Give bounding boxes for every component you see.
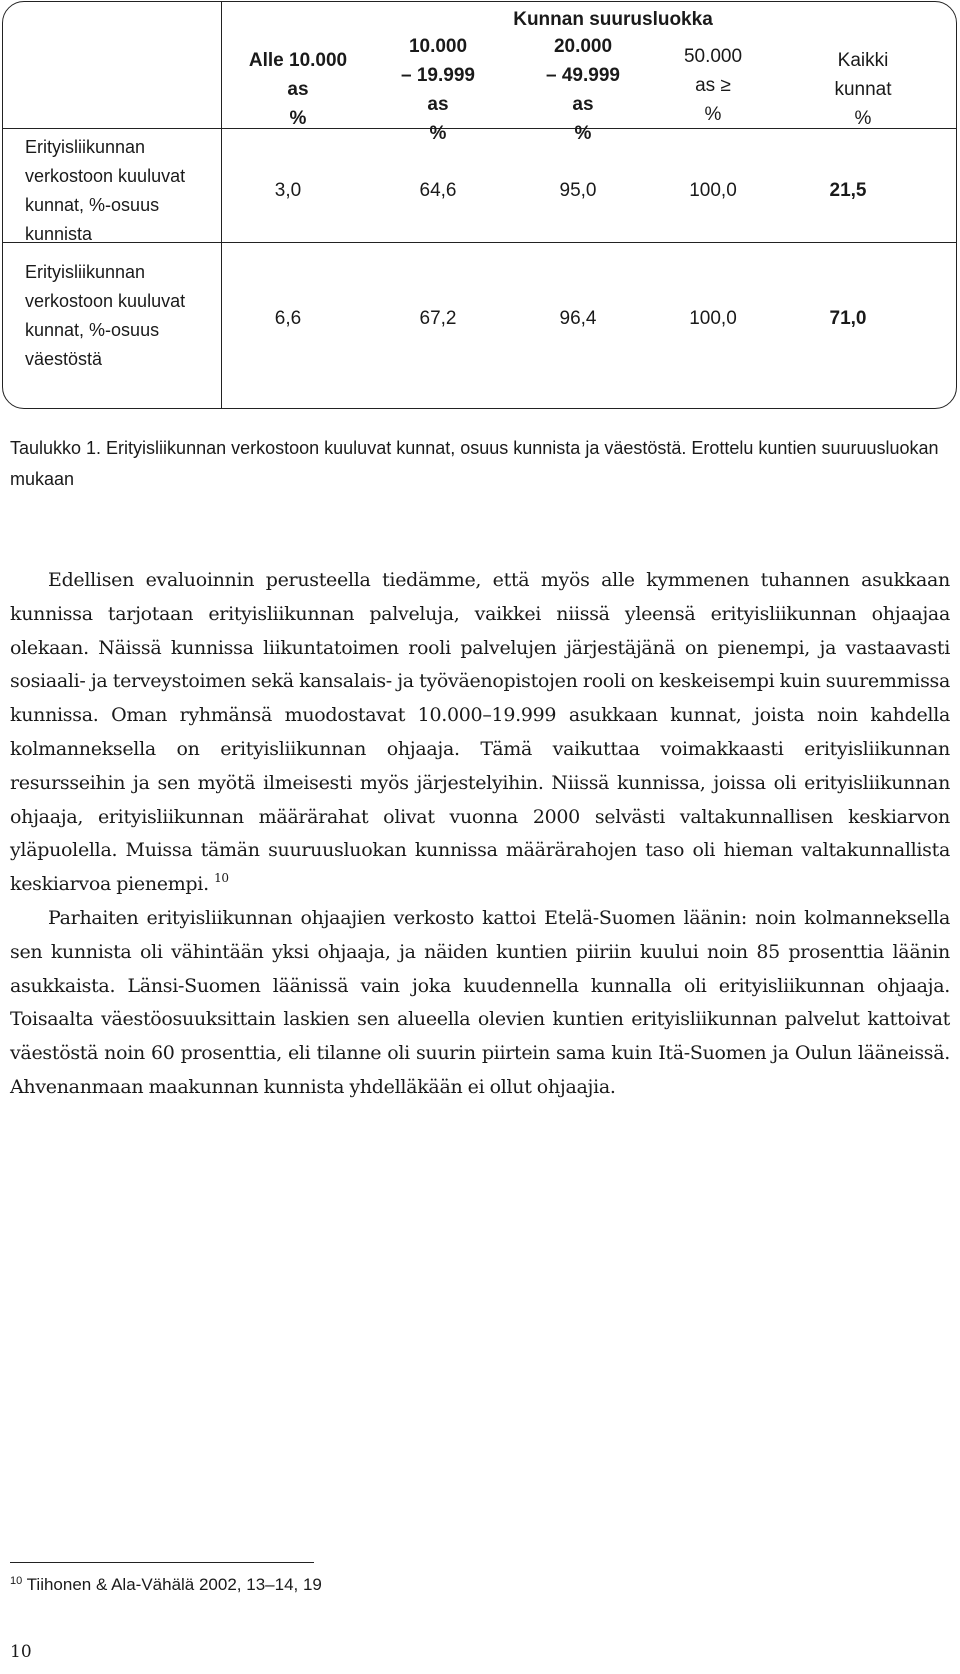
column-header: 10.000 – 19.999 as % bbox=[401, 36, 475, 144]
table-cell: 21,5 bbox=[829, 180, 867, 201]
table-cell: 95,0 bbox=[559, 180, 597, 201]
table-divider bbox=[221, 2, 222, 408]
footnote-reference: 10 bbox=[214, 871, 229, 886]
column-header: Kaikki kunnat % bbox=[834, 50, 892, 129]
body-paragraph bbox=[10, 564, 950, 902]
footnote-text: Tiihonen & Ala-Vähälä 2002, 13–14, 19 bbox=[22, 1575, 322, 1594]
body-paragraph bbox=[10, 902, 950, 1105]
table-cell: 71,0 bbox=[829, 308, 867, 329]
column-header: 50.000 as ≥ % bbox=[683, 46, 743, 125]
table-caption: Taulukko 1. Erityisliikunnan verkostoon kuuluvat kunnat, osuus kunnista ja väestöstä. Erottelu kuntien suuruusluokan mukaan bbox=[10, 438, 939, 489]
footnote-rule bbox=[10, 1562, 314, 1563]
table-cell: 6,6 bbox=[274, 308, 302, 329]
paragraph-text: Parhaiten erityisliikunnan ohjaajien verkosto kattoi Etelä-Suomen läänin: noin kolmanneksella sen kunnista oli vähintään yksi ohjaaja, ja näiden kuntien piiriin kuului noin 85 prosenttia läänin asukkaista. Länsi-Suomen läänissä vain joka kuudennella kunnalla oli erityisliikunnan ohjaaja. Toisaalta väestöosuuksittain laskien sen alueella olevien kuntien erityisliikunnan palvelut kattoivat väestöstä noin 60 prosenttia, eli tilanne oli suurin piirtein sama kuin Itä-Suomen ja Oulun lääneissä. Ahvenanmaan maakunnan kunnista yhdelläkään ei ollut ohjaajia. bbox=[10, 907, 950, 1098]
statistics-table bbox=[2, 1, 957, 409]
paragraph-text: Edellisen evaluoinnin perusteella tiedämme, että myös alle kymmenen tuhannen asukkaan kunnissa tarjotaan erityisliikunnan palveluja, vaikkei niissä yleensä erityisliikunnan ohjaajaa olekaan. Näissä kunnissa liikuntatoimen rooli palvelujen järjestäjänä on pienempi, ja vastaavasti sosiaali- ja terveystoimen sekä kansalais- ja työväenopistojen rooli on keskeisempi kuin suuremmissa kunnissa. Oman ryhmänsä muodostavat 10.000–19.999 asukkaan kunnat, joista noin kahdella kolmanneksella on erityisliikunnan ohjaaja. Tämä vaikuttaa voimakkaasti erityisliikunnan resursseihin ja sen myötä ilmeisesti myös järjestelyihin. Niissä kunnissa, joissa oli erityisliikunnan ohjaaja, erityisliikunnan määrärahat olivat vuonna 2000 selvästi valtakunnallisen keskiarvon yläpuolella. Muissa tämän suuruusluokan kunnissa määrärahojen taso oli hieman valtakunnallista keskiarvoa pienempi. bbox=[10, 569, 950, 896]
table-cell: 64,6 bbox=[419, 180, 457, 201]
table-cell: 100,0 bbox=[689, 180, 737, 201]
footnote-mark: 10 bbox=[10, 1575, 23, 1587]
table-cell: 3,0 bbox=[274, 180, 302, 201]
row-label: Erityisliikunnan verkostoon kuuluvat kunnat, %-osuus väestöstä bbox=[25, 262, 186, 369]
row-label: Erityisliikunnan verkostoon kuuluvat kunnat, %-osuus kunnista bbox=[25, 137, 186, 244]
table-group-header: Kunnan suurusluokka bbox=[513, 9, 713, 30]
table-cell: 96,4 bbox=[559, 308, 597, 329]
table-cell: 100,0 bbox=[689, 308, 737, 329]
column-header: 20.000 – 49.999 as % bbox=[546, 36, 620, 144]
page-number: 10 bbox=[10, 1642, 32, 1662]
footnote bbox=[10, 1573, 322, 1597]
table-cell: 67,2 bbox=[419, 308, 457, 329]
column-header: Alle 10.000 as % bbox=[248, 50, 348, 129]
